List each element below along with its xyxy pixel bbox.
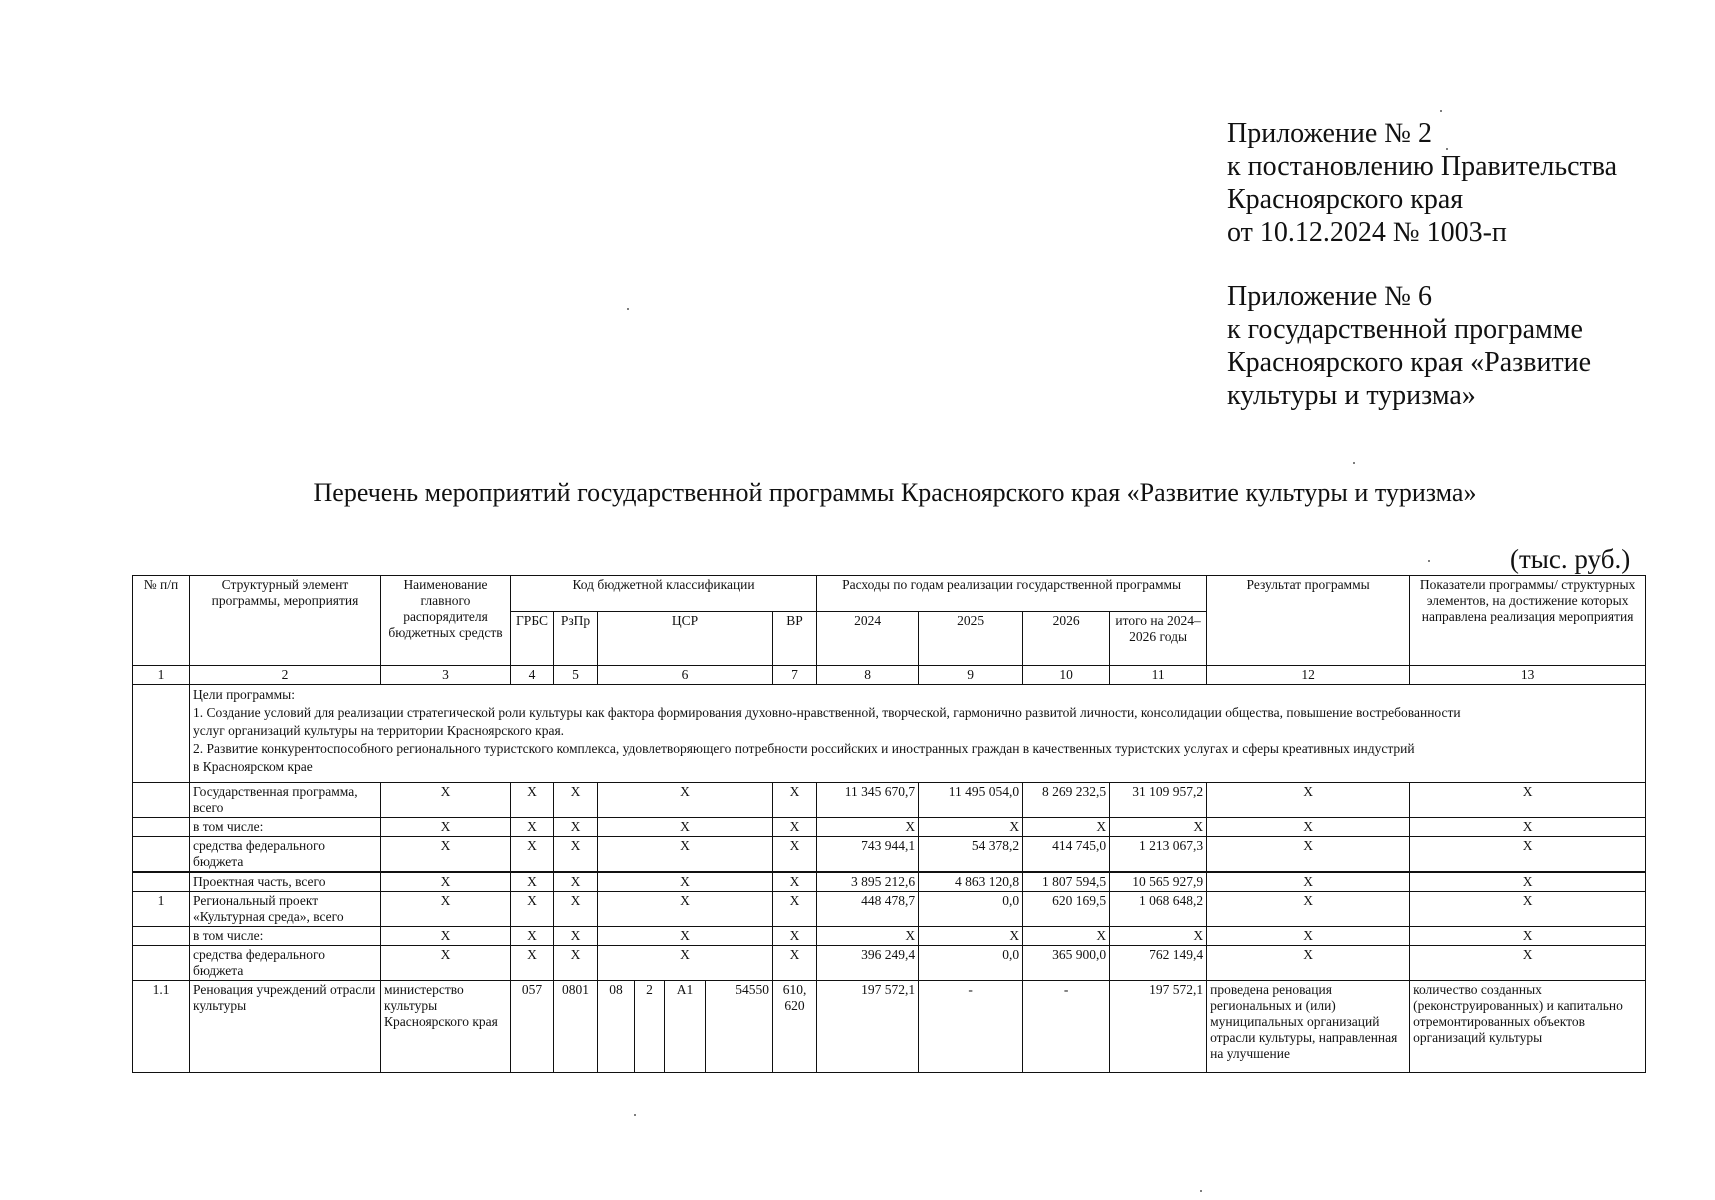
column-number: 3 <box>381 666 511 685</box>
row-y2026: 414 745,0 <box>1023 837 1110 873</box>
column-number: 9 <box>919 666 1023 685</box>
appendix-block-2 <box>1227 280 1591 412</box>
row-y2025: 0,0 <box>919 946 1023 981</box>
appendix-1-line: от 10.12.2024 № 1003-п <box>1227 217 1507 248</box>
row-indicators: Х <box>1410 892 1646 927</box>
scan-speck <box>1428 560 1430 562</box>
goals-num-cell <box>133 685 190 783</box>
appendix-2-line: к государственной программе <box>1227 314 1583 345</box>
row-result: Х <box>1207 927 1410 946</box>
row-vr: Х <box>773 818 817 837</box>
row-element: Региональный проект «Культурная среда», всего <box>190 892 381 927</box>
row-y2025: 54 378,2 <box>919 837 1023 873</box>
row-csr-project: А1 <box>665 981 706 1073</box>
header-indicators: Показатели программы/ структурных элементов, на достижение которых направлена реализация мероприятия <box>1410 576 1646 666</box>
table-row-1-1 <box>133 981 1646 1073</box>
units-label: (тыс. руб.) <box>1510 544 1631 574</box>
table-row <box>133 837 1646 873</box>
row-grbs: 057 <box>511 981 554 1073</box>
row-y2024: 197 572,1 <box>817 981 919 1073</box>
row-total: Х <box>1110 927 1207 946</box>
row-y2025: Х <box>919 927 1023 946</box>
row-result: Х <box>1207 818 1410 837</box>
row-csr: Х <box>598 818 773 837</box>
row-rzpr: Х <box>554 892 598 927</box>
column-numbers-row <box>133 666 1646 685</box>
row-element: Проектная часть, всего <box>190 872 381 892</box>
row-grbs: Х <box>511 837 554 873</box>
row-total: 31 109 957,2 <box>1110 783 1207 818</box>
appendix-2-line: Красноярского края «Развитие <box>1227 347 1592 378</box>
header-2025: 2025 <box>919 612 1023 666</box>
row-vr: Х <box>773 892 817 927</box>
row-result: Х <box>1207 946 1410 981</box>
row-grbs: Х <box>511 946 554 981</box>
row-y2024: 396 249,4 <box>817 946 919 981</box>
row-result: Х <box>1207 837 1410 873</box>
row-manager: Х <box>381 946 511 981</box>
row-csr: Х <box>598 783 773 818</box>
table-row <box>133 927 1646 946</box>
row-vr: Х <box>773 872 817 892</box>
row-y2026: - <box>1023 981 1110 1073</box>
column-number: 1 <box>133 666 190 685</box>
header-vr: ВР <box>773 612 817 666</box>
row-rzpr: Х <box>554 872 598 892</box>
row-rzpr: 0801 <box>554 981 598 1073</box>
row-total: Х <box>1110 818 1207 837</box>
row-indicators: Х <box>1410 946 1646 981</box>
row-csr-subprogram: 2 <box>635 981 665 1073</box>
row-manager: Х <box>381 872 511 892</box>
row-manager: Х <box>381 783 511 818</box>
row-grbs: Х <box>511 783 554 818</box>
row-y2026: 365 900,0 <box>1023 946 1110 981</box>
row-y2026: 620 169,5 <box>1023 892 1110 927</box>
row-vr: 610, 620 <box>773 981 817 1073</box>
row-y2024: Х <box>817 927 919 946</box>
appendix-1-line: Красноярского края <box>1227 184 1464 215</box>
row-y2024: 743 944,1 <box>817 837 919 873</box>
table-row <box>133 892 1646 927</box>
row-csr: Х <box>598 872 773 892</box>
row-indicators: Х <box>1410 872 1646 892</box>
header-result: Результат программы <box>1207 576 1410 666</box>
goals-cell <box>190 685 1646 783</box>
row-y2024: 3 895 212,6 <box>817 872 919 892</box>
row-manager: Х <box>381 818 511 837</box>
row-rzpr: Х <box>554 946 598 981</box>
table-row <box>133 946 1646 981</box>
appendix-2-line: Приложение № 6 <box>1227 281 1432 312</box>
header-2024: 2024 <box>817 612 919 666</box>
row-y2024: 448 478,7 <box>817 892 919 927</box>
row-result: Х <box>1207 892 1410 927</box>
row-element: средства федерального бюджета <box>190 837 381 873</box>
goals-line: 1. Создание условий для реализации стратегической роли культуры как фактора формирования духовно-нравственной, творческой, гармонично развитой личности, консолидации общества, повышение востребованности <box>193 705 1461 720</box>
row-y2024: 11 345 670,7 <box>817 783 919 818</box>
header-budget-code: Код бюджетной классификации <box>511 576 817 612</box>
row-y2026: Х <box>1023 927 1110 946</box>
column-number: 5 <box>554 666 598 685</box>
row-indicators: Х <box>1410 783 1646 818</box>
scan-speck <box>1440 110 1442 112</box>
row-total: 197 572,1 <box>1110 981 1207 1073</box>
scan-speck <box>1200 1190 1202 1192</box>
row-rzpr: Х <box>554 783 598 818</box>
header-csr: ЦСР <box>598 612 773 666</box>
row-indicators: количество созданных (реконструированных) и капитально отремонтированных объектов организаций культуры <box>1410 981 1646 1073</box>
row-grbs: Х <box>511 818 554 837</box>
row-y2025: 11 495 054,0 <box>919 783 1023 818</box>
header-2026: 2026 <box>1023 612 1110 666</box>
table-row <box>133 872 1646 892</box>
appendix-1-line: к постановлению Правительства <box>1227 151 1618 182</box>
row-y2025: 0,0 <box>919 892 1023 927</box>
goals-line: в Красноярском крае <box>193 759 313 774</box>
row-rzpr: Х <box>554 927 598 946</box>
row-element: в том числе: <box>190 927 381 946</box>
row-num: 1.1 <box>133 981 190 1073</box>
row-grbs: Х <box>511 872 554 892</box>
row-y2024: Х <box>817 818 919 837</box>
column-number: 8 <box>817 666 919 685</box>
header-expenses: Расходы по годам реализации государственной программы <box>817 576 1207 612</box>
row-vr: Х <box>773 927 817 946</box>
column-number: 6 <box>598 666 773 685</box>
row-csr: Х <box>598 946 773 981</box>
row-num <box>133 837 190 873</box>
row-result: Х <box>1207 783 1410 818</box>
row-vr: Х <box>773 783 817 818</box>
row-element: в том числе: <box>190 818 381 837</box>
header-manager: Наименование главного распорядителя бюджетных средств <box>381 576 511 666</box>
row-element: средства федерального бюджета <box>190 946 381 981</box>
column-number: 12 <box>1207 666 1410 685</box>
row-y2026: Х <box>1023 818 1110 837</box>
row-y2025: 4 863 120,8 <box>919 872 1023 892</box>
goals-line: 2. Развитие конкурентоспособного регионального туристского комплекса, удовлетворяющего потребности российских и иностранных граждан в качественных туристских услугах и сферы креативных индустрий <box>193 741 1415 756</box>
row-csr-direction: 54550 <box>706 981 773 1073</box>
scan-speck <box>1353 462 1355 464</box>
row-num <box>133 783 190 818</box>
row-num <box>133 872 190 892</box>
row-result: проведена реновация региональных и (или) муниципальных организаций отрасли культуры, направленная на улучшение <box>1207 981 1410 1073</box>
row-vr: Х <box>773 946 817 981</box>
row-y2026: 8 269 232,5 <box>1023 783 1110 818</box>
row-csr: Х <box>598 927 773 946</box>
goals-line: услуг организаций культуры на территории Красноярского края. <box>193 723 565 738</box>
row-indicators: Х <box>1410 927 1646 946</box>
row-csr: Х <box>598 892 773 927</box>
row-indicators: Х <box>1410 818 1646 837</box>
column-number: 7 <box>773 666 817 685</box>
row-num <box>133 946 190 981</box>
scan-speck <box>627 308 629 310</box>
row-manager: министерство культуры Красноярского края <box>381 981 511 1073</box>
row-csr: Х <box>598 837 773 873</box>
column-number: 10 <box>1023 666 1110 685</box>
row-total: 1 068 648,2 <box>1110 892 1207 927</box>
activities-table <box>132 575 1646 1073</box>
goals-line: Цели программы: <box>193 687 295 702</box>
row-element: Реновация учреждений отрасли культуры <box>190 981 381 1073</box>
row-vr: Х <box>773 837 817 873</box>
row-y2025: - <box>919 981 1023 1073</box>
row-total: 762 149,4 <box>1110 946 1207 981</box>
document-title: Перечень мероприятий государственной программы Красноярского края «Развитие культуры и туризма» <box>313 478 1477 507</box>
header-num: № п/п <box>133 576 190 666</box>
column-number: 11 <box>1110 666 1207 685</box>
appendix-1-line: Приложение № 2 <box>1227 118 1432 149</box>
column-number: 4 <box>511 666 554 685</box>
appendix-2-line: культуры и туризма» <box>1227 380 1476 411</box>
row-y2025: Х <box>919 818 1023 837</box>
table-row <box>133 818 1646 837</box>
column-number: 2 <box>190 666 381 685</box>
row-rzpr: Х <box>554 818 598 837</box>
column-number: 13 <box>1410 666 1646 685</box>
appendix-block-1 <box>1227 117 1617 249</box>
row-rzpr: Х <box>554 837 598 873</box>
scan-speck <box>1446 148 1448 150</box>
row-result: Х <box>1207 872 1410 892</box>
header-element: Структурный элемент программы, мероприятия <box>190 576 381 666</box>
row-manager: Х <box>381 837 511 873</box>
row-total: 1 213 067,3 <box>1110 837 1207 873</box>
row-element: Государственная программа, всего <box>190 783 381 818</box>
header-grbs: ГРБС <box>511 612 554 666</box>
scan-speck <box>634 1114 636 1116</box>
header-rzpr: РзПр <box>554 612 598 666</box>
row-manager: Х <box>381 892 511 927</box>
row-total: 10 565 927,9 <box>1110 872 1207 892</box>
header-total: итого на 2024–2026 годы <box>1110 612 1207 666</box>
row-grbs: Х <box>511 892 554 927</box>
row-manager: Х <box>381 927 511 946</box>
table-row <box>133 783 1646 818</box>
row-indicators: Х <box>1410 837 1646 873</box>
row-csr-program: 08 <box>598 981 635 1073</box>
row-grbs: Х <box>511 927 554 946</box>
row-num: 1 <box>133 892 190 927</box>
row-num <box>133 818 190 837</box>
goals-row <box>133 685 1646 783</box>
row-y2026: 1 807 594,5 <box>1023 872 1110 892</box>
row-num <box>133 927 190 946</box>
